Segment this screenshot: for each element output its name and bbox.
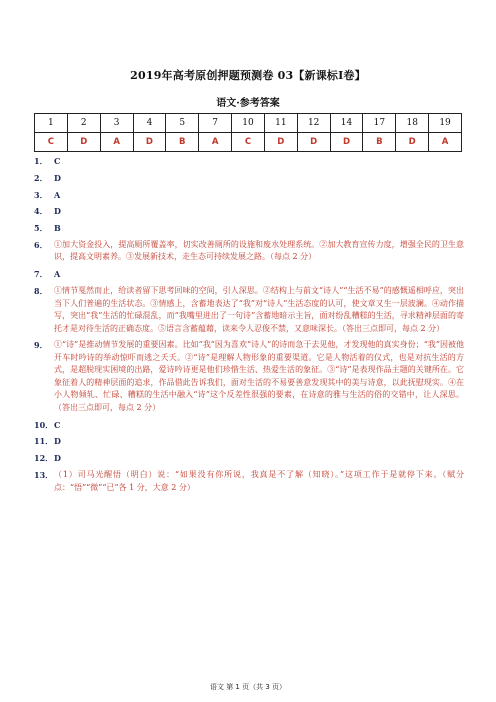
item-answer: ①加大资金投入，提高厕所覆盖率，切实改善厕所的设施和废水处理系统。②加大教育宣传力度，增强全民的卫生意识，提高文明素养。③发展新技术，走生态可持续发展之路。（每点 2 分） — [54, 239, 464, 262]
page-title: 2019年高考原创押题预测卷 03【新课标Ⅰ卷】 — [130, 69, 366, 82]
item-number: 7． — [34, 269, 48, 280]
answer-cell: C — [35, 133, 68, 152]
item-answer: D — [54, 453, 61, 464]
item-number: 10． — [34, 419, 54, 430]
answer-item — [34, 419, 464, 432]
question-number: 17 — [363, 114, 396, 133]
item-number: 13． — [34, 470, 54, 481]
answer-item — [34, 222, 464, 235]
answer-item — [34, 469, 464, 494]
item-answer: A — [54, 269, 61, 280]
item-number: 2． — [34, 172, 48, 183]
answer-item — [34, 285, 464, 335]
question-number: 7 — [199, 114, 232, 133]
answer-table-answers-row — [35, 133, 462, 152]
answer-item — [34, 268, 464, 281]
question-number: 10 — [232, 114, 265, 133]
answer-table-numbers-row — [35, 114, 462, 133]
question-number: 4 — [133, 114, 166, 133]
answer-cell: D — [264, 133, 297, 152]
answer-item — [34, 339, 464, 414]
item-number: 3． — [34, 189, 48, 200]
answer-item — [34, 239, 464, 264]
answer-cell: D — [133, 133, 166, 152]
item-answer: B — [54, 223, 61, 234]
page-footer: 语文 第 1 页（共 3 页） — [209, 683, 287, 691]
answer-item — [34, 435, 464, 448]
item-answer: ①情节戛然而止，给读者留下思考回味的空间，引人深思。②结构上与前文“诗人”“生活不易”的感慨遥相呼应，突出当下人们普遍的生活状态。③情感上，含蓄地表达了“我”对“诗人”生活态度的认可，使文章又生一层波澜。④动作描写，突出“我”生活的忙碌混乱，而“我嘴里进出了一句诗”含蓄地暗示主旨，面对纷乱糟糕的生活，寻求精神层面的寄托才是对待生活的正确态度。⑤语言含蓄蕴藉，读来令人忍俊不禁，又意味深长。（答出三点即可，每点 2 分） — [54, 286, 464, 333]
question-number: 12 — [297, 114, 330, 133]
question-number: 14 — [330, 114, 363, 133]
answer-list — [34, 155, 464, 498]
question-number: 2 — [67, 114, 100, 133]
item-number: 4． — [34, 206, 48, 217]
answer-item — [34, 452, 464, 465]
item-number: 8． — [34, 286, 48, 297]
item-number: 1． — [34, 156, 48, 166]
question-number: 19 — [429, 114, 462, 133]
item-number: 11． — [34, 436, 54, 447]
answer-item — [34, 172, 464, 185]
answer-cell: D — [297, 133, 330, 152]
item-answer: D — [54, 206, 61, 217]
item-number: 12． — [34, 453, 54, 464]
answer-cell: B — [166, 133, 199, 152]
question-number: 3 — [100, 114, 133, 133]
answer-cell: D — [330, 133, 363, 152]
answer-item — [34, 189, 464, 202]
item-answer: （1）司马光醒悟（明白）说：“如果没有你所说，我真是不了解（知晓）。”这项工作于是就停下来。（赋分点：“悟”“微”“已”各 1 分，大意 2 分） — [54, 470, 464, 492]
answer-table — [34, 113, 462, 152]
answer-cell: A — [100, 133, 133, 152]
item-answer: D — [54, 172, 61, 183]
item-answer: D — [54, 436, 61, 447]
answer-cell: D — [67, 133, 100, 152]
item-answer: C — [54, 419, 61, 430]
answer-cell: A — [429, 133, 462, 152]
item-number: 6． — [34, 239, 48, 250]
answer-item — [34, 205, 464, 218]
question-number: 5 — [166, 114, 199, 133]
answer-item — [34, 155, 464, 168]
question-number: 18 — [396, 114, 429, 133]
item-answer: A — [54, 189, 61, 200]
item-number: 5． — [34, 223, 48, 234]
item-number: 9． — [34, 340, 48, 351]
item-answer: ①“诗”是推动情节发展的重要因素。比如“我”因为喜欢“诗人”的诗而急于去见他，才发现他的真实身份；“我”因被他开车时吟诗的举动惊吓而逃之夭夭。②“诗”是理解人物形象的重要渠道。它是人物活着的仪式，也是对抗生活的方式，是超脱现实困境的出路，爱诗吟诗更是他们珍惜生活、热爱生活的象征。③“诗”是表现作品主题的关键所在。它象征着人的精神层面的追求，作品借此告诉我们，面对生活的不易要善意发现其中的美与诗意，以此抚慰现实。④在小人物倾轧、忙碌、糟糕的生活中融入“诗”这个反差性很强的要素，在诗意的雅与生活的俗的交错中，让人深思。（答出三点即可，每点 2 分） — [54, 340, 464, 412]
answer-cell: C — [232, 133, 265, 152]
question-number: 1 — [35, 114, 68, 133]
answer-cell: A — [199, 133, 232, 152]
page-subtitle: 语文·参考答案 — [216, 98, 280, 109]
answer-cell: D — [396, 133, 429, 152]
item-answer: C — [54, 156, 61, 166]
question-number: 11 — [264, 114, 297, 133]
answer-cell: B — [363, 133, 396, 152]
